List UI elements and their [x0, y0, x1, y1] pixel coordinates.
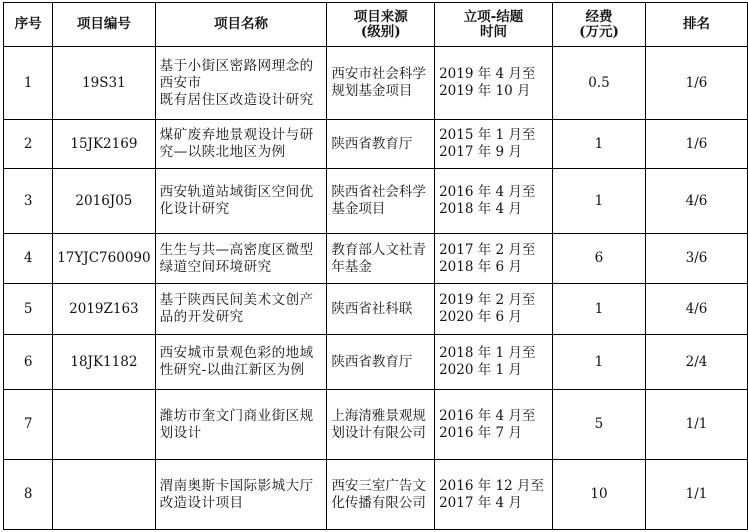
cell-source: 西安三室广告文化传播有限公司 [327, 460, 435, 530]
table-row [4, 234, 748, 284]
cell-time: 2016 年 12 月至 2017 年 4 月 [435, 460, 553, 530]
cell-no: 2 [4, 120, 53, 169]
cell-rank: 1/1 [646, 390, 748, 460]
cell-name: 基于陕西民间美术文创产品的开发研究 [155, 284, 327, 335]
cell-funds: 1 [552, 335, 645, 390]
cell-funds: 5 [552, 390, 645, 460]
cell-time: 2017 年 2 月至 2018 年 6 月 [435, 234, 553, 284]
cell-funds: 0.5 [552, 47, 645, 120]
cell-rank: 1/6 [646, 120, 748, 169]
cell-no: 4 [4, 234, 53, 284]
cell-funds: 6 [552, 234, 645, 284]
header-source: 项目来源 (级别) [327, 3, 435, 47]
cell-code: 15JK2169 [53, 120, 155, 169]
cell-code: 19S31 [53, 47, 155, 120]
cell-name: 西安轨道站域街区空间优化设计研究 [155, 169, 327, 234]
cell-name: 潍坊市奎文门商业街区规划设计 [155, 390, 327, 460]
header-rank: 排名 [646, 3, 748, 47]
cell-name: 煤矿废弃地景观设计与研究—以陕北地区为例 [155, 120, 327, 169]
cell-code: 2019Z163 [53, 284, 155, 335]
cell-no: 1 [4, 47, 53, 120]
cell-time: 2016 年 4 月至 2018 年 4 月 [435, 169, 553, 234]
cell-no: 5 [4, 284, 53, 335]
cell-source: 上海清雅景观规划设计有限公司 [327, 390, 435, 460]
table-row [4, 335, 748, 390]
cell-funds: 1 [552, 284, 645, 335]
cell-rank: 1/1 [646, 460, 748, 530]
cell-name: 渭南奥斯卡国际影城大厅改造设计项目 [155, 460, 327, 530]
header-no: 序号 [4, 3, 53, 47]
cell-source: 陕西省教育厅 [327, 120, 435, 169]
cell-name: 基于小街区密路网理念的西安市 既有居住区改造设计研究 [155, 47, 327, 120]
header-row [4, 3, 748, 47]
cell-code [53, 390, 155, 460]
cell-time: 2018 年 1 月至 2020 年 1 月 [435, 335, 553, 390]
cell-source: 陕西省教育厅 [327, 335, 435, 390]
cell-rank: 3/6 [646, 234, 748, 284]
table-row [4, 47, 748, 120]
header-code: 项目编号 [53, 3, 155, 47]
cell-source: 教育部人文社青年基金 [327, 234, 435, 284]
header-name: 项目名称 [155, 3, 327, 47]
cell-no: 7 [4, 390, 53, 460]
cell-rank: 4/6 [646, 169, 748, 234]
cell-code: 17YJC760090 [53, 234, 155, 284]
cell-funds: 10 [552, 460, 645, 530]
cell-no: 8 [4, 460, 53, 530]
header-funds: 经费 (万元) [552, 3, 645, 47]
cell-name: 西安城市景观色彩的地域性研究-以曲江新区为例 [155, 335, 327, 390]
cell-code: 2016J05 [53, 169, 155, 234]
cell-time: 2015 年 1 月至 2017 年 9 月 [435, 120, 553, 169]
table-row [4, 284, 748, 335]
projects-table [3, 2, 748, 530]
cell-no: 6 [4, 335, 53, 390]
cell-time: 2019 年 2 月至 2020 年 6 月 [435, 284, 553, 335]
table-row [4, 169, 748, 234]
table-row [4, 120, 748, 169]
cell-time: 2019 年 4 月至 2019 年 10 月 [435, 47, 553, 120]
cell-source: 西安市社会科学规划基金项目 [327, 47, 435, 120]
cell-funds: 1 [552, 169, 645, 234]
table-row [4, 390, 748, 460]
cell-code: 18JK1182 [53, 335, 155, 390]
cell-funds: 1 [552, 120, 645, 169]
cell-no: 3 [4, 169, 53, 234]
cell-source: 陕西省社科联 [327, 284, 435, 335]
header-time: 立项-结题 时间 [435, 3, 553, 47]
cell-rank: 4/6 [646, 284, 748, 335]
cell-code [53, 460, 155, 530]
table-row [4, 460, 748, 530]
cell-time: 2016 年 4 月至 2016 年 7 月 [435, 390, 553, 460]
cell-rank: 1/6 [646, 47, 748, 120]
cell-source: 陕西省社会科学基金项目 [327, 169, 435, 234]
cell-name: 生生与共—高密度区微型绿道空间环境研究 [155, 234, 327, 284]
cell-rank: 2/4 [646, 335, 748, 390]
